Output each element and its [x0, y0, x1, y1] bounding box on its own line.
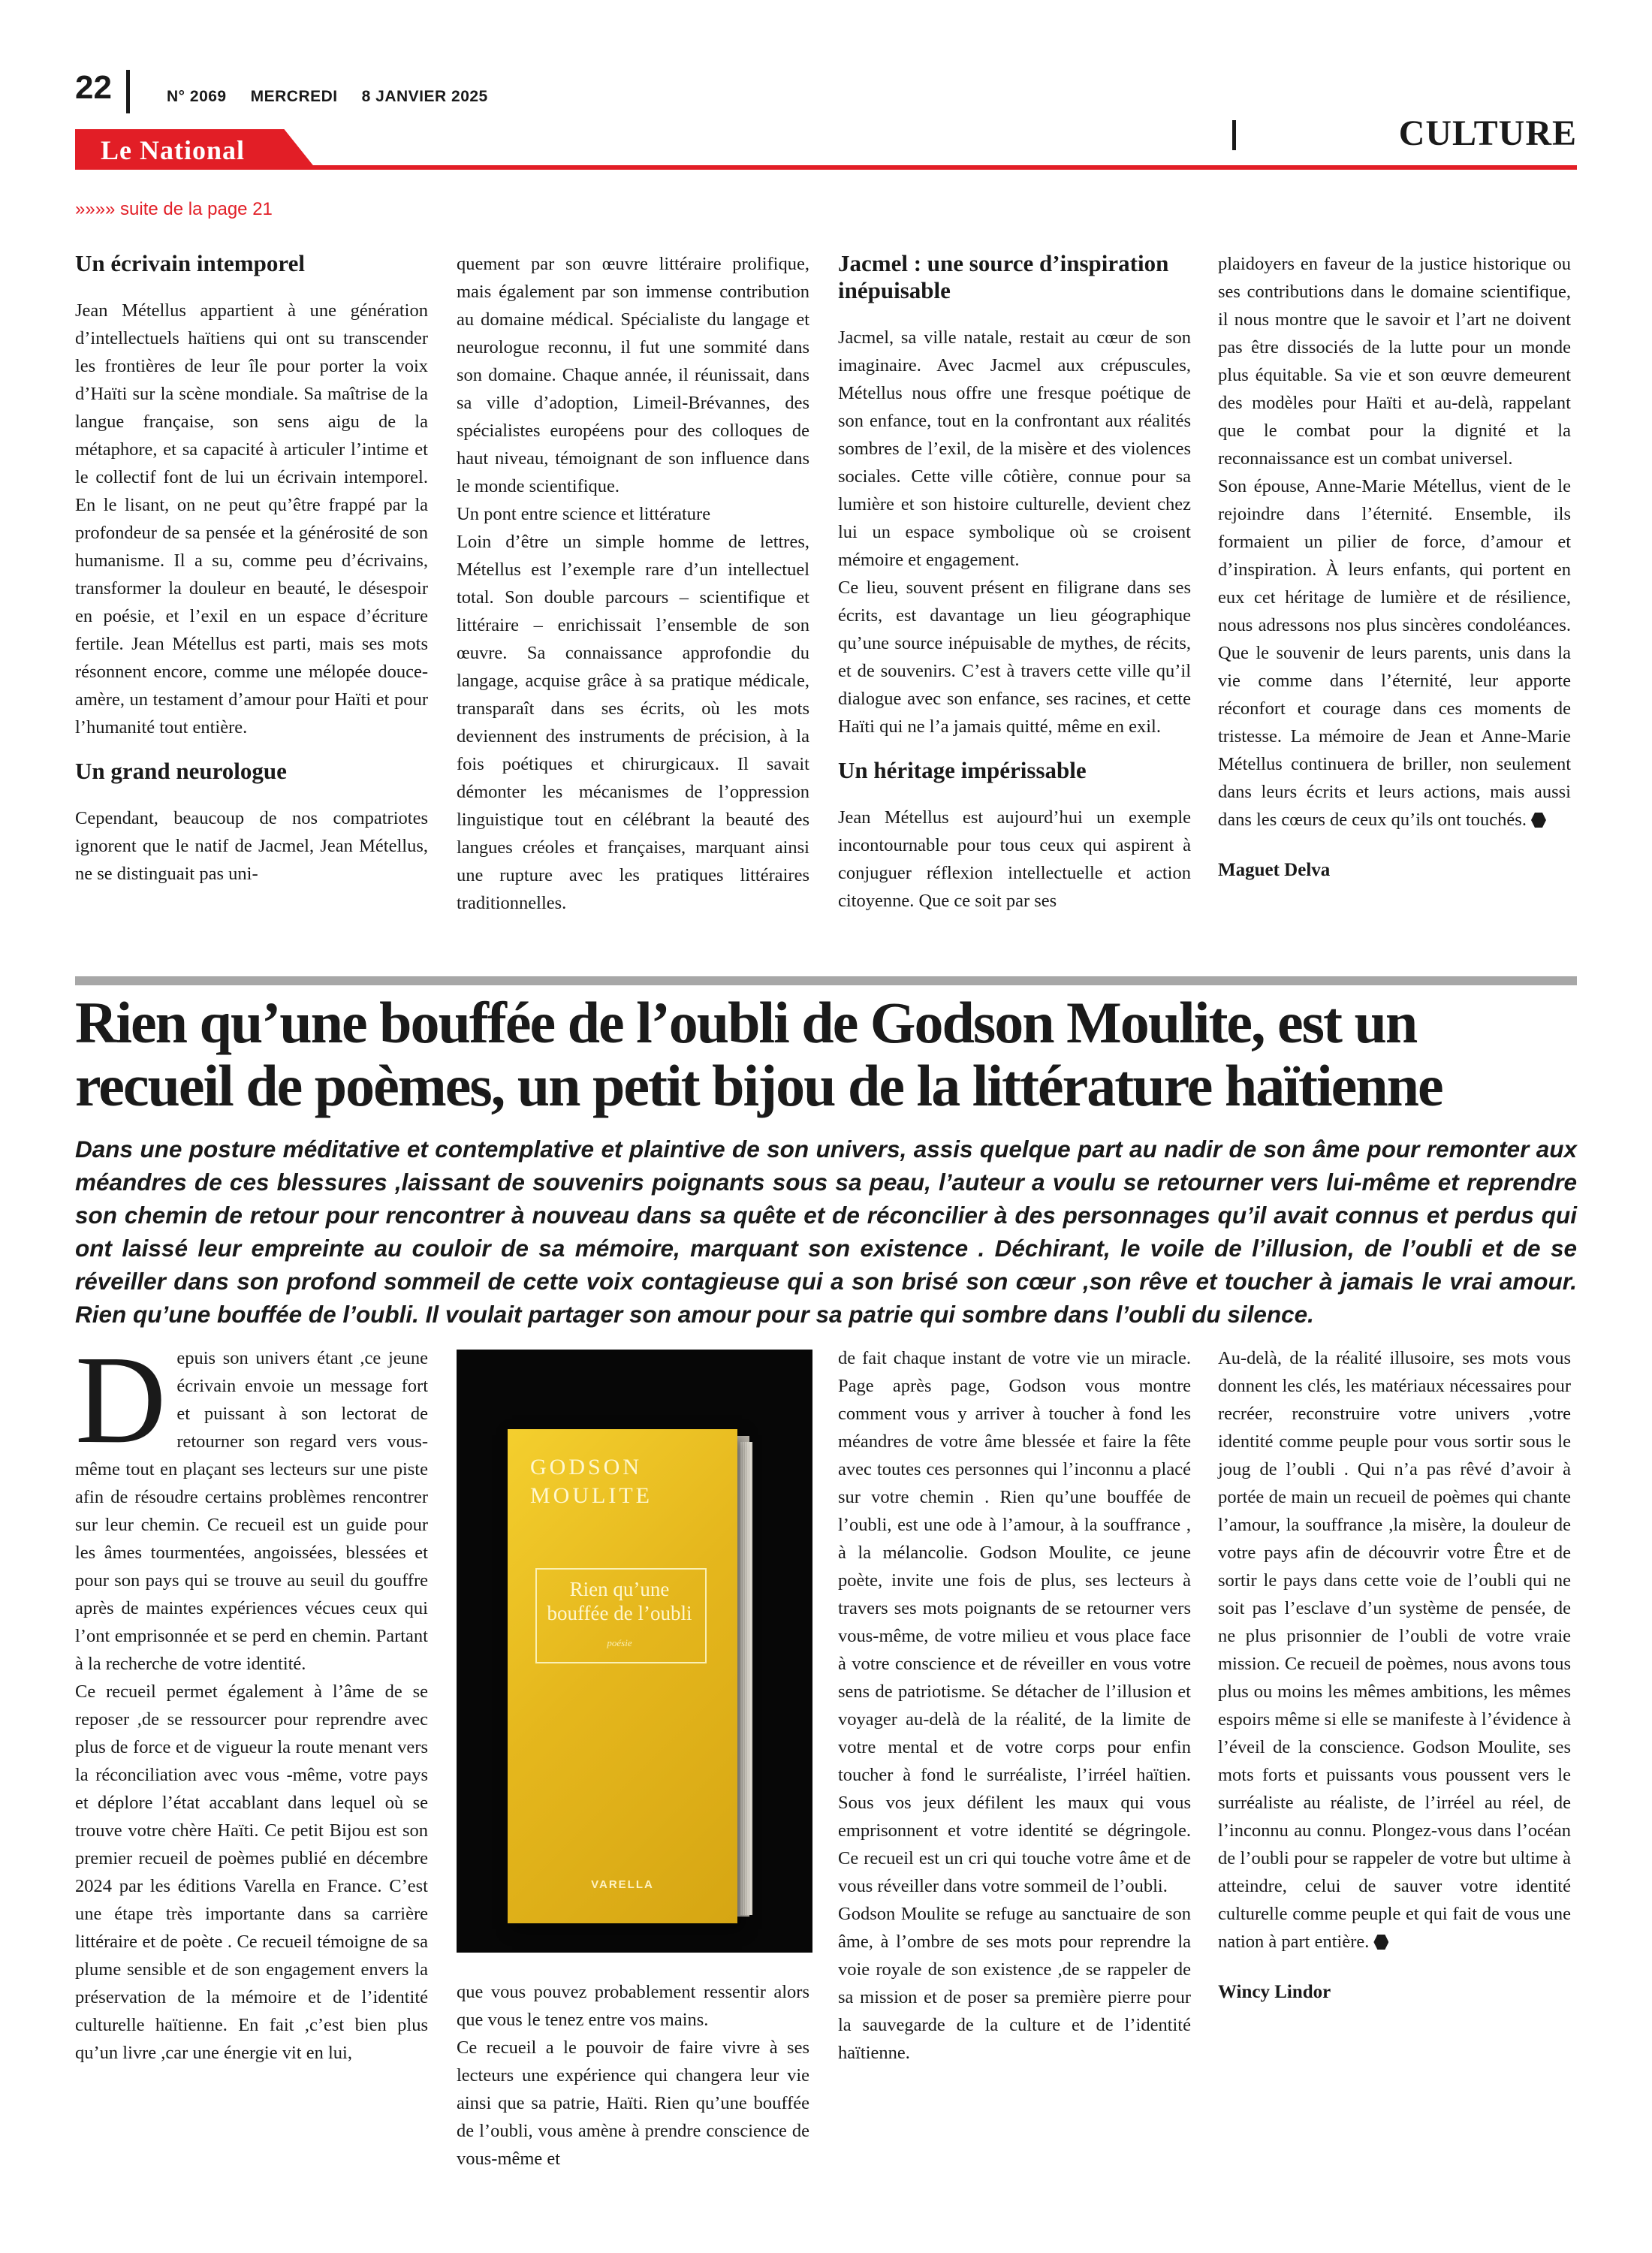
- paragraph: [1218, 472, 1571, 834]
- book-publisher: VARELLA: [591, 1878, 654, 1891]
- article2-column-4: [1218, 1344, 1571, 2006]
- article2-column-2: [457, 1978, 809, 2173]
- paragraph: Jean Métellus est aujourd’hui un exemple incontournable pour tous ceux qui aspirent à conjuguer réflexion intellectuelle et action citoyenne. Que ce soit par ses: [838, 807, 1191, 911]
- article1-column-4: [1218, 250, 1571, 884]
- issue-weekday: MERCREDI: [250, 88, 338, 105]
- drop-cap: D: [75, 1330, 167, 1470]
- paragraph: Cependant, beaucoup de nos compatriotes ignorent que le natif de Jacmel, Jean Métellus, ne se distinguait pas uni-: [75, 808, 428, 884]
- inline-subheading: Un pont entre science et littérature: [457, 504, 711, 524]
- paragraph: [1218, 1344, 1571, 1956]
- author-signature: Maguet Delva: [1218, 860, 1331, 880]
- article1-column-3: [838, 250, 1191, 915]
- article2-headline: Rien qu’une bouffée de l’oubli de Godson Moulite, est un recueil de poèmes, un petit bijou de la littérature haïtienne: [75, 990, 1442, 1118]
- subheading-grand-neurologue: Un grand neurologue: [75, 758, 287, 784]
- subheading-heritage: Un héritage impérissable: [838, 757, 1087, 783]
- book-genre: poésie: [607, 1637, 632, 1648]
- masthead-brand: Le National: [101, 135, 246, 165]
- paragraph-text: Son épouse, Anne-Marie Métellus, vient de le rejoindre dans l’éternité. Ensemble, ils formaient un pilier de force, d’amour et d’inspiration. À leurs enfants, qui portent en eux cet héritage de lumière et de résilience, nous adressons nos plus sincères condoléances. Que le souvenir de leurs parents, unis dans la vie comme dans l’éternité, leur apporte réconfort et courage dans ces moments de tristesse. La mémoire de Jean et Anne-Marie Métellus continuera de briller, non seulement dans leurs écrits et leurs actions, mais aussi dans les cœurs de ceux qu’ils ont touchés.: [1218, 476, 1571, 830]
- paragraph: Jean Métellus appartient à une génération d’intellectuels haïtiens qui ont su transcender les frontières de leur île pour porter la voix d’Haïti sur la scène mondiale. Sa maîtrise de la langue française, son sens aigu de la métaphore, et sa capacité à articuler l’intime et le collectif font de lui un écrivain intemporel. En le lisant, on ne peut qu’être frappé par la profondeur de sa pensée et la générosité de son humanisme. Il a su, comme peu d’écrivains, transformer la douleur en beauté, le désespoir en poésie, et l’exil en un espace d’écriture fertile. Jean Métellus est parti, mais ses mots résonnent encore, comme une mélopée douce-amère, un testament d’amour pour Haïti et pour l’humanité tout entière.: [75, 300, 428, 737]
- book-author-name: GODSON MOULITE: [530, 1455, 653, 1508]
- issue-date: 8 JANVIER 2025: [361, 88, 488, 105]
- paragraph: Ce lieu, souvent présent en filigrane dans ses écrits, est davantage un lieu géographique qu’une source inépuisable de mythes, de récits, et de souvenirs. C’est à travers cette ville qu’il dialogue avec son enfance, ses racines, et cette Haïti qui ne l’a jamais quitté, même en exil.: [838, 578, 1191, 737]
- section-title: CULTURE: [1398, 113, 1577, 153]
- paragraph-text: epuis son univers étant ,ce jeune écrivain envoie un message fort et puissant à son lectorat de retourner son regard vers vous-même tout en plaçant ses lecteurs sur une piste afin de résoudre certains problèmes rencontrer sur leur chemin. Ce recueil est un guide pour les âmes tourmentées, angoissées, blessées et pour son pays qui se trouve au seuil du gouffre après de maintes expériences vécues ceux qui l’ont emprisonnée et se perd en chemin. Partant à la recherche de votre identité.: [75, 1348, 428, 1674]
- page-number: 22: [75, 69, 112, 106]
- paragraph: Ce recueil permet également à l’âme de se reposer ,de se ressourcer pour reprendre avec plus de force et de vigueur la route menant vers la réconciliation avec vous -même, votre pays et déplore l’état accablant dans lequel où se trouve votre chère Haïti. Ce petit Bijou est son premier recueil de poèmes publié en décembre 2024 par les éditions Varella en France. C’est une étape très importante dans sa carrière littéraire et de poète . Ce recueil témoigne de sa plume sensible et de son engagement envers la préservation de la mémoire et de l’identité culturelle haïtienne. En fait ,c’est bien plus qu’un livre ,car une énergie vit en lui,: [75, 1681, 428, 2063]
- section-divider: [1232, 120, 1236, 150]
- book-title: Rien qu’une bouffée de l’oubli: [547, 1578, 692, 1624]
- header-rule: [75, 165, 1577, 170]
- article2-column-3: [838, 1344, 1191, 2067]
- article1-column-1: [75, 250, 428, 888]
- subheading-jacmel: Jacmel : une source d’inspiration inépuisable: [838, 250, 1169, 303]
- book-pages-edge: [740, 1442, 752, 1915]
- continued-from-note: »»»» suite de la page 21: [75, 199, 273, 219]
- end-mark-icon: [1531, 813, 1546, 828]
- article-separator: [75, 976, 1577, 985]
- article2-lead: Dans une posture méditative et contemplative et plaintive de son univers, assis quelque part au nadir de son âme pour remonter aux méandres de ces blessures ,laissant de souvenirs poignants sous sa peau, l’auteur a voulu se retourner vers lui-même et reprendre son chemin de retour pour rencontrer à nouveau dans sa quête et de réconcilier à des personnages qu’il avait connus et perdus qui ont laissé leur empreinte au couloir de sa mémoire, marquant son existence . Déchirant, le voile de l’illusion, de l’oubli et de se réveiller dans son profond sommeil de cette voix contagieuse qui a son brisé son cœur ,son rêve et toucher à jamais le vrai amour. Rien qu’une bouffée de l’oubli. Il voulait partager son amour pour sa patrie qui sombre dans l’oubli du silence.: [75, 1136, 1577, 1328]
- paragraph: de fait chaque instant de votre vie un miracle. Page après page, Godson vous montre comment vous y arriver à toucher à fond les méandres de votre âme blessée et faire la fête avec toutes ces personnes qui l’inconnu a placé sur votre chemin . Rien qu’une bouffée de l’oubli, est une ode à l’amour, à la souffrance , à la mélancolie. Godson Moulite, ce jeune poète, invite une fois de plus, ses lecteurs à travers ses mots poignants de se retourner vers vous-même, de votre milieu et vous place face à votre conscience et de réveiller en vous votre sens de patriotisme. Se détacher de l’illusion et voyager au-delà de la réalité, de la limite de votre mental et de votre corps pour enfin toucher à fond le surréaliste, l’irréel haïtien. Sous vos jeux défilent les maux qui vous emprisonnent et votre identité se dégringole. Ce recueil est un cri qui touche votre âme et de vous réveiller dans votre sommeil de l’oubli.: [838, 1348, 1191, 1896]
- article2-column-1: [75, 1330, 428, 2067]
- paragraph: Jacmel, sa ville natale, restait au cœur de son imaginaire. Avec Jacmel aux crépuscules, Métellus nous offre une fresque poétique de son enfance, tout en la confrontant aux réalités sombres de l’exil, de la misère et des violences sociales. Cette ville côtière, connue pour sa lumière et son histoire culturelle, devient chez lui un espace symbolique où se croisent mémoire et engagement.: [838, 327, 1191, 570]
- paragraph: Godson Moulite se refuge au sanctuaire de son âme, à l’ombre de ses mots pour reprendre la voie royale de son existence ,de se rappeler de sa mission et de poser sa première pierre pour la sauvegarde de la culture et de l’identité haïtienne.: [838, 1904, 1191, 2063]
- paragraph: que vous pouvez probablement ressentir alors que vous le tenez entre vos mains.: [457, 1982, 809, 2030]
- issue-info: [167, 88, 512, 106]
- article1-column-2: [457, 250, 809, 917]
- header-divider: [126, 70, 130, 113]
- paragraph: plaidoyers en faveur de la justice historique ou ses contributions dans le domaine scientifique, il nous montre que le savoir et l’art ne doivent pas être dissociés de la lutte pour un monde plus équitable. Sa vie et son œuvre demeurent des modèles pour Haïti et au-delà, rappelant que le combat pour la dignité et la reconnaissance est un combat universel.: [1218, 254, 1571, 469]
- end-mark-icon: [1373, 1935, 1388, 1950]
- paragraph: Loin d’être un simple homme de lettres, Métellus est l’exemple rare d’un intellectuel total. Son double parcours – scientifique et littéraire – enrichissait l’ensemble de son œuvre. Sa connaissance approfondie du langage, acquise grâce à sa pratique médicale, transparaît dans ses écrits, où les mots deviennent des instruments de précision, à la fois poétiques et chirurgicaux. Il savait démonter les mécanismes de l’oppression linguistique tout en célébrant la beauté des langues créoles et françaises, marquant ainsi une rupture avec les pratiques littéraires traditionnelles.: [457, 532, 809, 913]
- paragraph-text: Au-delà, de la réalité illusoire, ses mots vous donnent les clés, les matériaux nécessaires pour recréer, reconstruire votre univers ,votre identité comme peuple pour vous sortir sous le joug de l’oubli . Qui n’a pas rêvé d’avoir à portée de main un recueil de poèmes qui chante l’amour, la souffrance ,la misère, la douleur de votre pays afin de découvrir votre Être et de sortir le pays dans cette voie de l’oubli qui ne soit pas l’esclave d’un système de pensée, de ne plus prisonnier de l’oubli de votre vraie mission. Ce recueil de poèmes, nous avons tous plus ou moins les mêmes ambitions, les mêmes espoirs même si elle se manifeste à l’évidence à l’éveil de la conscience. Godson Moulite, ses mots forts et puissants vous poussent vers le surréaliste au réaliste, de l’irréel au réel, de l’inconnu au connu. Plongez-vous dans l’océan de l’oubli pour se rappeler de votre but ultime à atteindre, celui de sauver votre identité culturelle comme peuple et qui fait de vous une nation à part entière.: [1218, 1348, 1571, 1952]
- paragraph: [75, 1330, 428, 1678]
- issue-number: N° 2069: [167, 88, 227, 105]
- author-signature: Wincy Lindor: [1218, 1982, 1331, 2002]
- paragraph: Ce recueil a le pouvoir de faire vivre à ses lecteurs une expérience qui changera leur vie ainsi que sa patrie, Haïti. Rien qu’une bouffée de l’oubli, vous amène à prendre conscience de vous-même et: [457, 2037, 809, 2169]
- subheading-ecrivain-intemporel: Un écrivain intemporel: [75, 250, 305, 276]
- paragraph: quement par son œuvre littéraire prolifique, mais également par son immense contribution au domaine médical. Spécialiste du langage et neurologue reconnu, il fut une sommité dans son domaine. Chaque année, il réunissait, dans sa ville d’adoption, Limeil-Brévannes, des spécialistes européens pour des colloques de haut niveau, témoignant de son influence dans le monde scientifique.: [457, 254, 809, 496]
